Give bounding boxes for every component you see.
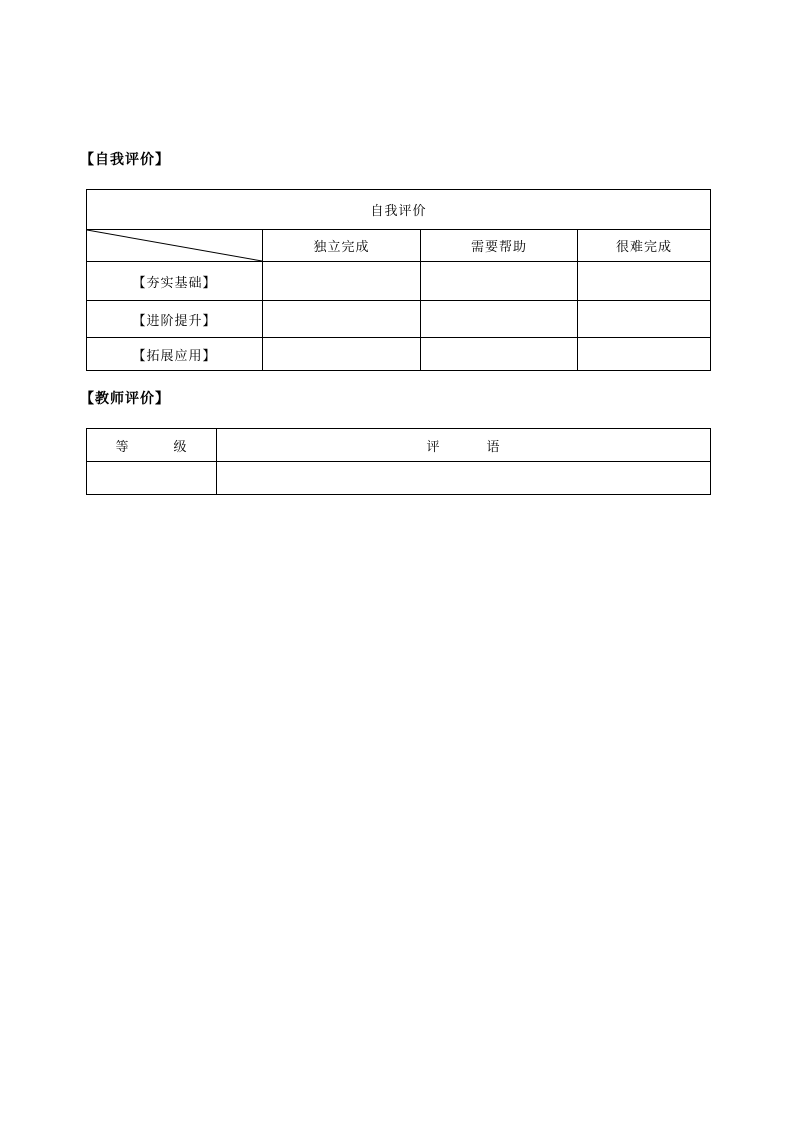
table-cell[interactable] <box>578 301 711 338</box>
grade-value-cell[interactable] <box>87 462 217 495</box>
table-cell[interactable] <box>421 262 578 301</box>
row-label-application: 【拓展应用】 <box>87 338 263 371</box>
comment-value-cell[interactable] <box>217 462 711 495</box>
table-row <box>87 462 711 495</box>
table-row <box>87 338 711 371</box>
table-row <box>87 262 711 301</box>
table-cell[interactable] <box>421 301 578 338</box>
grade-header <box>87 429 217 462</box>
column-header-need-help: 需要帮助 <box>421 230 578 262</box>
teacher-evaluation-heading: 【教师评价】 <box>80 391 170 407</box>
table-cell[interactable] <box>263 262 421 301</box>
self-evaluation-table <box>86 189 711 371</box>
table-cell[interactable] <box>578 262 711 301</box>
teacher-evaluation-table <box>86 428 711 495</box>
row-label-advanced: 【进阶提升】 <box>87 301 263 338</box>
table-cell[interactable] <box>263 301 421 338</box>
comment-header-char-2: 语 <box>486 439 501 455</box>
column-header-independent: 独立完成 <box>263 230 421 262</box>
comment-header <box>217 429 711 462</box>
comment-header-char-1: 评 <box>426 439 441 455</box>
diagonal-line <box>87 230 262 261</box>
diagonal-header-cell <box>87 230 263 262</box>
table-cell[interactable] <box>578 338 711 371</box>
table-cell[interactable] <box>421 338 578 371</box>
grade-header-char-1: 等 <box>115 439 130 455</box>
row-label-foundation: 【夯实基础】 <box>87 262 263 301</box>
column-header-difficult: 很难完成 <box>578 230 711 262</box>
table-cell[interactable] <box>263 338 421 371</box>
table-row <box>87 301 711 338</box>
grade-header-char-2: 级 <box>173 439 188 455</box>
self-evaluation-table-title: 自我评价 <box>87 190 711 230</box>
self-evaluation-heading: 【自我评价】 <box>80 152 170 168</box>
